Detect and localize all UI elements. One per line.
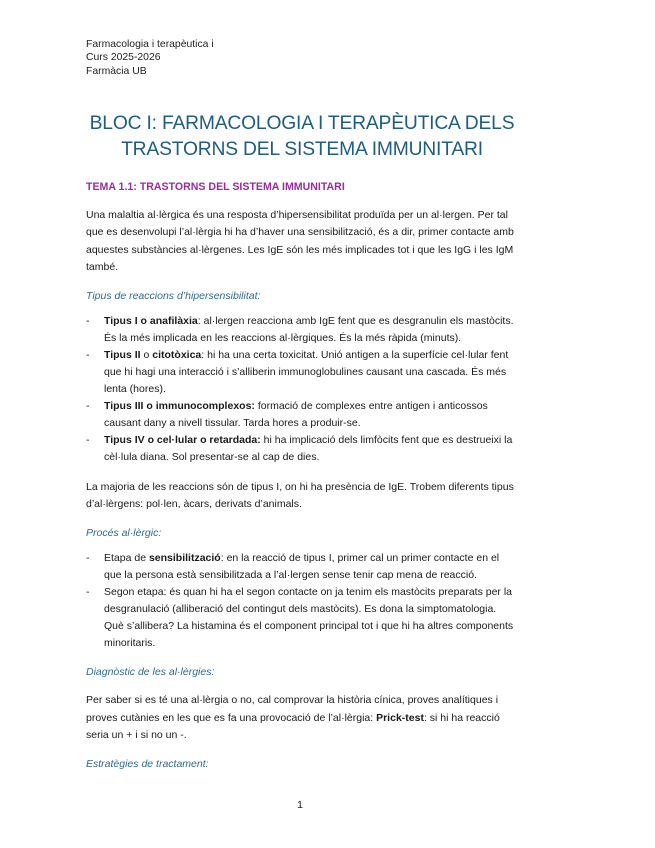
title-line-1: BLOC I: FARMACOLOGIA I TERAPÈUTICA DELS [89, 113, 515, 135]
document-page [86, 38, 518, 771]
item-text: Segon etapa: és quan hi ha el segon contacte on ja tenim els mastòcits preparats per la desgranulació (alliberació del contingut dels mastòcits). Es dona la simptomatologia. Què s’allibera? La histamina és el component principal tot i que hi ha altres components minoritaris. [104, 586, 514, 650]
diagnosis-paragraph [86, 692, 518, 744]
item-text: : hi ha una certa toxicitat. Unió antigen a la superfície cel·lular fent que hi hagi una interacció i s’alliberin immunoglobulines causant una cascada. És més lenta (hores). [104, 349, 509, 396]
header-course-name: Farmacologia i terapèutica i [86, 39, 214, 50]
item-term: Tipus IV o cel·lular o retardada: [104, 434, 261, 447]
item-term: citotòxica [152, 349, 202, 362]
hypersensitivity-list [86, 313, 518, 466]
prick-test-term: Prick-test [376, 711, 424, 724]
list-item [86, 313, 518, 347]
item-connector: o [140, 349, 153, 362]
item-text: hi ha implicació dels limfòcits fent que es destrueixi la cèl·lula diana. Sol presentar-se al cap de dies. [104, 434, 513, 464]
item-term: Tipus III o immunocomplexos: [104, 400, 255, 413]
list-item [86, 432, 518, 466]
list-item [86, 347, 518, 398]
document-header [86, 38, 518, 78]
diagnosis-text: Per saber si es té una al·lèrgia o no, cal comprovar la història cínica, proves analítiques i proves cutànies en les que es fa una provocació de l’al·lèrgia: [86, 694, 499, 724]
item-text: : en la reacció de tipus I, primer cal un primer contacte en el que la persona està sensibilitzada a l’al·lergen sense tenir cap mena de reacció. [104, 552, 500, 582]
section-heading-hypersensitivity: Tipus de reaccions d’hipersensibilitat: [86, 290, 261, 303]
intro-paragraph: Una malaltia al·lèrgica és una resposta d’hipersensibilitat produïda per un al·lergen. Per tal que es desenvolupi l’al·lèrgia hi ha d’haver una sensibilització, és a dir, primer contacte amb aquestes substàncies al·lèrgenes. Les IgE són les més implicades tot i que les IgG i les IgM també. [86, 209, 514, 273]
title-line-2: TRASTORNS DEL SISTEMA IMMUNITARI [121, 139, 483, 161]
item-text: formació de complexes entre antigen i anticossos causant dany a nivell tissular. Tarda hores a produir-se. [104, 400, 488, 430]
section-heading-diagnosis: Diagnòstic de les al·lèrgies: [86, 666, 215, 679]
document-title [72, 111, 532, 163]
topic-heading: TEMA 1.1: TRASTORNS DEL SISTEMA IMMUNITARI [86, 181, 345, 194]
item-term: Tipus II [104, 349, 141, 362]
reactions-paragraph: La majoria de les reaccions són de tipus I, on hi ha presència de IgE. Trobem diferents tipus d’al·lèrgens: pol·len, àcars, derivats d’animals. [86, 481, 514, 511]
header-faculty: Farmàcia UB [86, 65, 147, 77]
diagnosis-text-end: : si hi ha reacció seria un + i si no un -. [86, 711, 500, 741]
item-prefix: Etapa de [104, 552, 149, 565]
list-item [86, 550, 518, 584]
section-heading-treatment: Estratègies de tractament: [86, 758, 209, 771]
item-term: Tipus I o anafilàxia [104, 315, 198, 328]
list-item [86, 584, 518, 652]
item-term: sensibilització [148, 552, 221, 565]
section-heading-allergic-process: Procés al·lèrgic: [86, 527, 162, 540]
header-academic-year: Curs 2025-2026 [86, 52, 161, 64]
list-item [86, 398, 518, 432]
allergic-process-list [86, 550, 518, 652]
page-number: 1 [297, 799, 303, 811]
item-text: : al·lergen reacciona amb IgE fent que es desgranulin els mastòcits. És la més implicada en les reaccions al·lèrgiques. És la més ràpida (minuts). [104, 315, 514, 345]
